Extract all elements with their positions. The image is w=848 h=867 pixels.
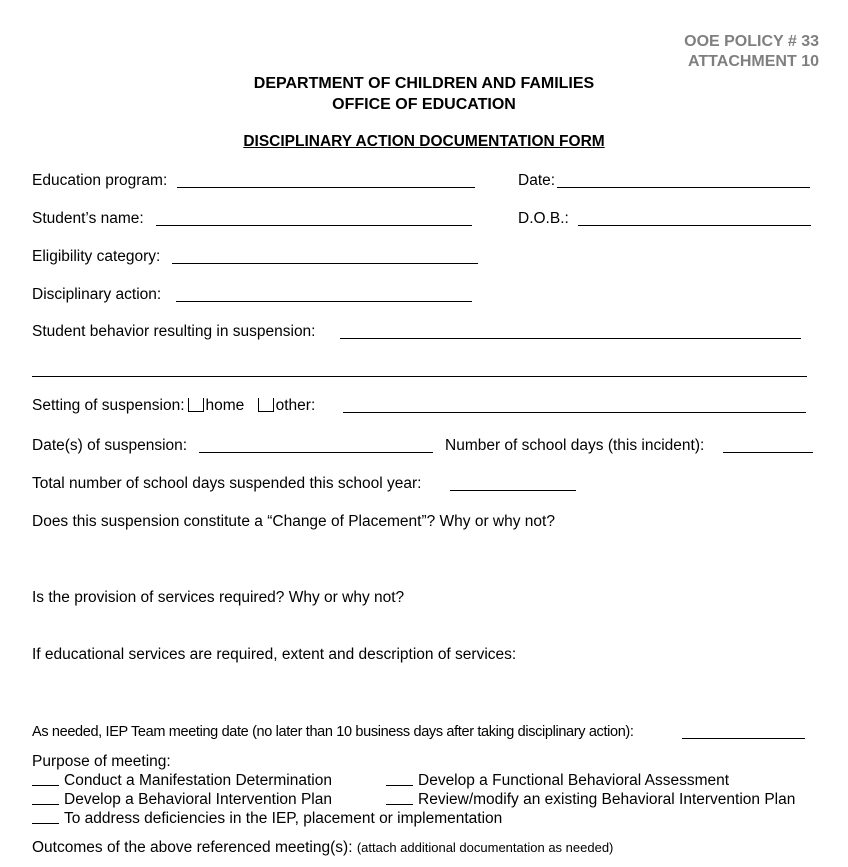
purpose-option-label: Review/modify an existing Behavioral Intervention Plan <box>418 791 796 808</box>
student-behavior-field-continued[interactable] <box>32 376 807 377</box>
students-name-label: Student’s name: <box>32 210 144 227</box>
disciplinary-action-field[interactable] <box>176 301 472 302</box>
purpose-option-blank[interactable] <box>386 791 413 805</box>
purpose-option-label: Develop a Functional Behavioral Assessment <box>418 772 730 789</box>
educational-services-question: If educational services are required, extent and description of services: <box>32 646 517 663</box>
setting-label: Setting of suspension: <box>32 397 185 414</box>
iep-meeting-date-field[interactable] <box>682 738 805 739</box>
iep-meeting-label: As needed, IEP Team meeting date (no later than 10 business days after taking disciplinary action): <box>32 724 634 740</box>
dates-of-suspension-label: Date(s) of suspension: <box>32 437 188 454</box>
purpose-option[interactable] <box>386 790 795 810</box>
purpose-option[interactable] <box>32 790 332 810</box>
other-option-label: other: <box>275 397 316 414</box>
other-setting-field[interactable] <box>343 412 806 413</box>
dates-of-suspension-field[interactable] <box>199 452 433 453</box>
school-days-field[interactable] <box>723 452 813 453</box>
provision-of-services-question: Is the provision of services required? Why or why not? <box>32 589 405 606</box>
purpose-option-label: To address deficiencies in the IEP, placement or implementation <box>64 810 503 827</box>
dob-field[interactable] <box>578 225 811 226</box>
form-title: DISCIPLINARY ACTION DOCUMENTATION FORM <box>243 133 605 150</box>
other-checkbox[interactable] <box>258 398 274 412</box>
eligibility-category-field[interactable] <box>172 263 478 264</box>
purpose-option-blank[interactable] <box>32 791 59 805</box>
home-checkbox[interactable] <box>188 398 204 412</box>
purpose-option-blank[interactable] <box>32 810 59 824</box>
purpose-option[interactable] <box>32 809 502 829</box>
purpose-option-blank[interactable] <box>32 772 59 786</box>
school-days-label: Number of school days (this incident): <box>445 437 705 454</box>
office-heading: OFFICE OF EDUCATION <box>332 96 516 113</box>
outcomes-label: Outcomes of the above referenced meeting(s): <box>32 839 353 856</box>
eligibility-category-label: Eligibility category: <box>32 248 161 265</box>
students-name-field[interactable] <box>156 225 472 226</box>
purpose-option[interactable] <box>32 771 332 791</box>
attachment-number: ATTACHMENT 10 <box>688 53 819 70</box>
disciplinary-action-label: Disciplinary action: <box>32 286 162 303</box>
purpose-option-blank[interactable] <box>386 772 413 786</box>
total-days-label: Total number of school days suspended this school year: <box>32 475 422 492</box>
purpose-option-label: Conduct a Manifestation Determination <box>64 772 332 789</box>
total-days-field[interactable] <box>450 490 576 491</box>
education-program-label: Education program: <box>32 172 168 189</box>
purpose-of-meeting-label: Purpose of meeting: <box>32 753 171 770</box>
student-behavior-label: Student behavior resulting in suspension: <box>32 323 316 340</box>
education-program-field[interactable] <box>177 187 475 188</box>
purpose-option-label: Develop a Behavioral Intervention Plan <box>64 791 332 808</box>
department-heading: DEPARTMENT OF CHILDREN AND FAMILIES <box>253 75 595 92</box>
dob-label: D.O.B.: <box>518 210 569 227</box>
outcomes-row <box>32 838 613 858</box>
setting-of-suspension-row <box>32 396 315 416</box>
change-of-placement-question: Does this suspension constitute a “Change of Placement”? Why or why not? <box>32 513 555 530</box>
date-field[interactable] <box>557 187 810 188</box>
policy-number: OOE POLICY # 33 <box>684 33 819 50</box>
student-behavior-field[interactable] <box>340 338 801 339</box>
outcomes-note: (attach additional documentation as needed) <box>356 840 614 855</box>
date-label: Date: <box>518 172 556 189</box>
home-option-label: home <box>205 397 245 414</box>
purpose-option[interactable] <box>386 771 729 791</box>
